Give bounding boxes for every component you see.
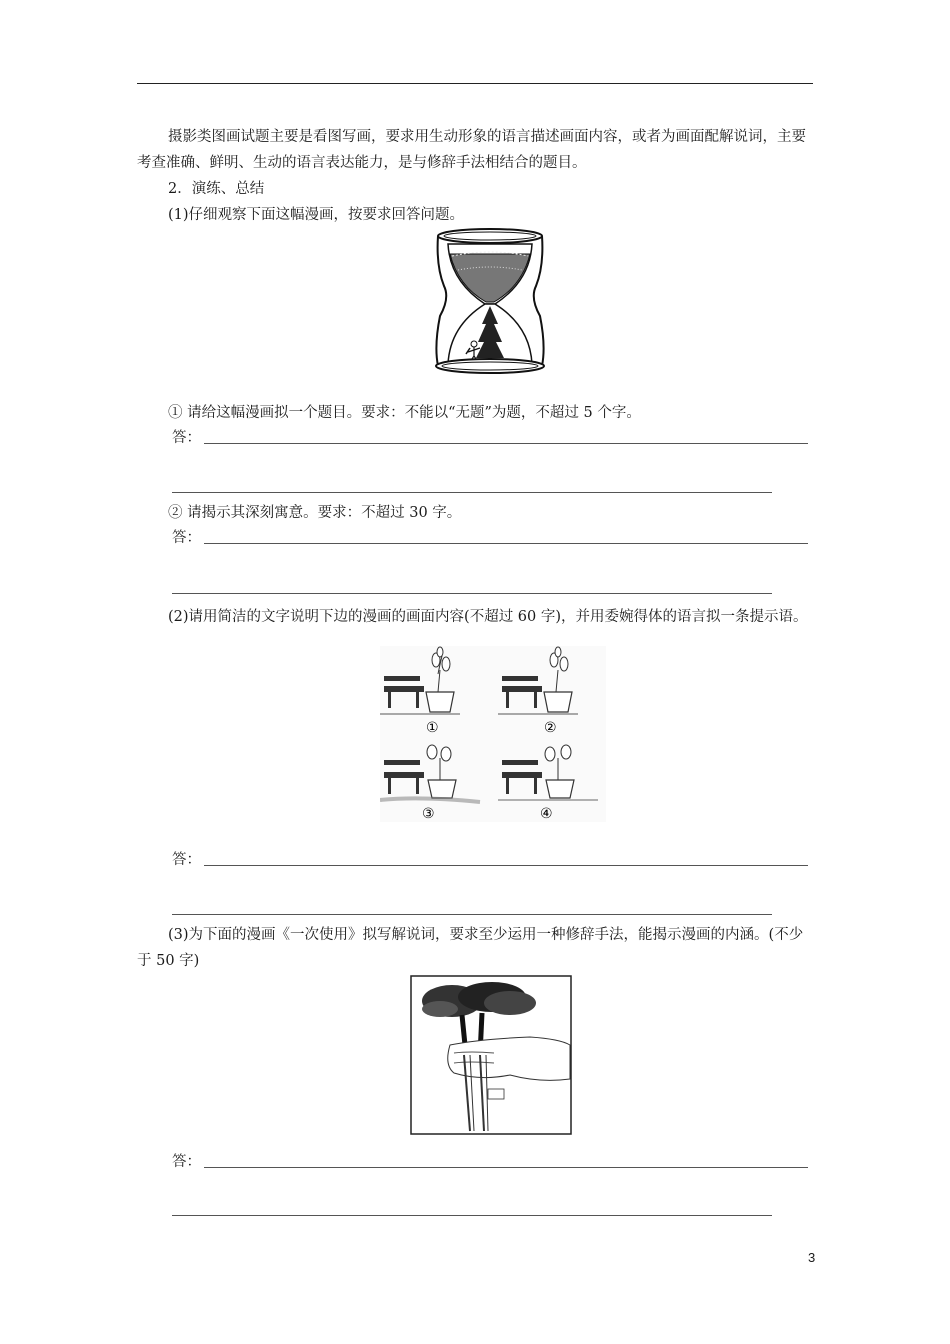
panel-label-4: ④ bbox=[540, 806, 553, 822]
bench-plant-cartoon bbox=[380, 646, 606, 822]
intro-paragraph: 摄影类图画试题主要是看图写画，要求用生动形象的语言描述画面内容，或者为画面配解说词，主要考查准确、鲜明、生动的语言表达能力，是与修辞手法相结合的题目。 bbox=[137, 129, 806, 171]
answer-underline bbox=[204, 1167, 808, 1168]
page-number: 3 bbox=[808, 1250, 816, 1265]
answer-blank-line[interactable] bbox=[172, 492, 772, 493]
chopsticks-tree-cartoon bbox=[410, 975, 572, 1135]
panel-label-2: ② bbox=[544, 720, 557, 736]
q1-sub2: ② 请揭示其深刻寓意。要求：不超过 30 字。 bbox=[168, 505, 462, 521]
answer-line-3[interactable] bbox=[172, 848, 808, 868]
q3-prompt: (3)为下面的漫画《一次使用》拟写解说词，要求至少运用一种修辞手法，能揭示漫画的内涵。(不少于 50 字) bbox=[137, 927, 804, 969]
answer-label: 答： bbox=[172, 1154, 201, 1170]
answer-underline bbox=[204, 543, 808, 544]
answer-underline bbox=[204, 443, 808, 444]
answer-underline bbox=[204, 865, 808, 866]
q1-sub1: ① 请给这幅漫画拟一个题目。要求：不能以“无题”为题，不超过 5 个字。 bbox=[168, 405, 641, 421]
hourglass-cartoon bbox=[430, 226, 550, 376]
answer-label: 答： bbox=[172, 430, 201, 446]
section-heading: 2．演练、总结 bbox=[168, 181, 265, 197]
panel-label-3: ③ bbox=[422, 806, 435, 822]
header-rule bbox=[137, 83, 813, 84]
q1-prompt: (1)仔细观察下面这幅漫画，按要求回答问题。 bbox=[168, 207, 465, 223]
answer-line-2[interactable] bbox=[172, 526, 808, 546]
q2-prompt: (2)请用简洁的文字说明下边的漫画的画面内容(不超过 60 字)，并用委婉得体的语言拟一条提示语。 bbox=[168, 609, 808, 625]
answer-label: 答： bbox=[172, 852, 201, 868]
answer-line-1[interactable] bbox=[172, 426, 808, 446]
panel-label-1: ① bbox=[426, 720, 439, 736]
answer-label: 答： bbox=[172, 530, 201, 546]
answer-line-4[interactable] bbox=[172, 1150, 808, 1170]
answer-blank-line[interactable] bbox=[172, 593, 772, 594]
answer-blank-line[interactable] bbox=[172, 1215, 772, 1216]
answer-blank-line[interactable] bbox=[172, 914, 772, 915]
